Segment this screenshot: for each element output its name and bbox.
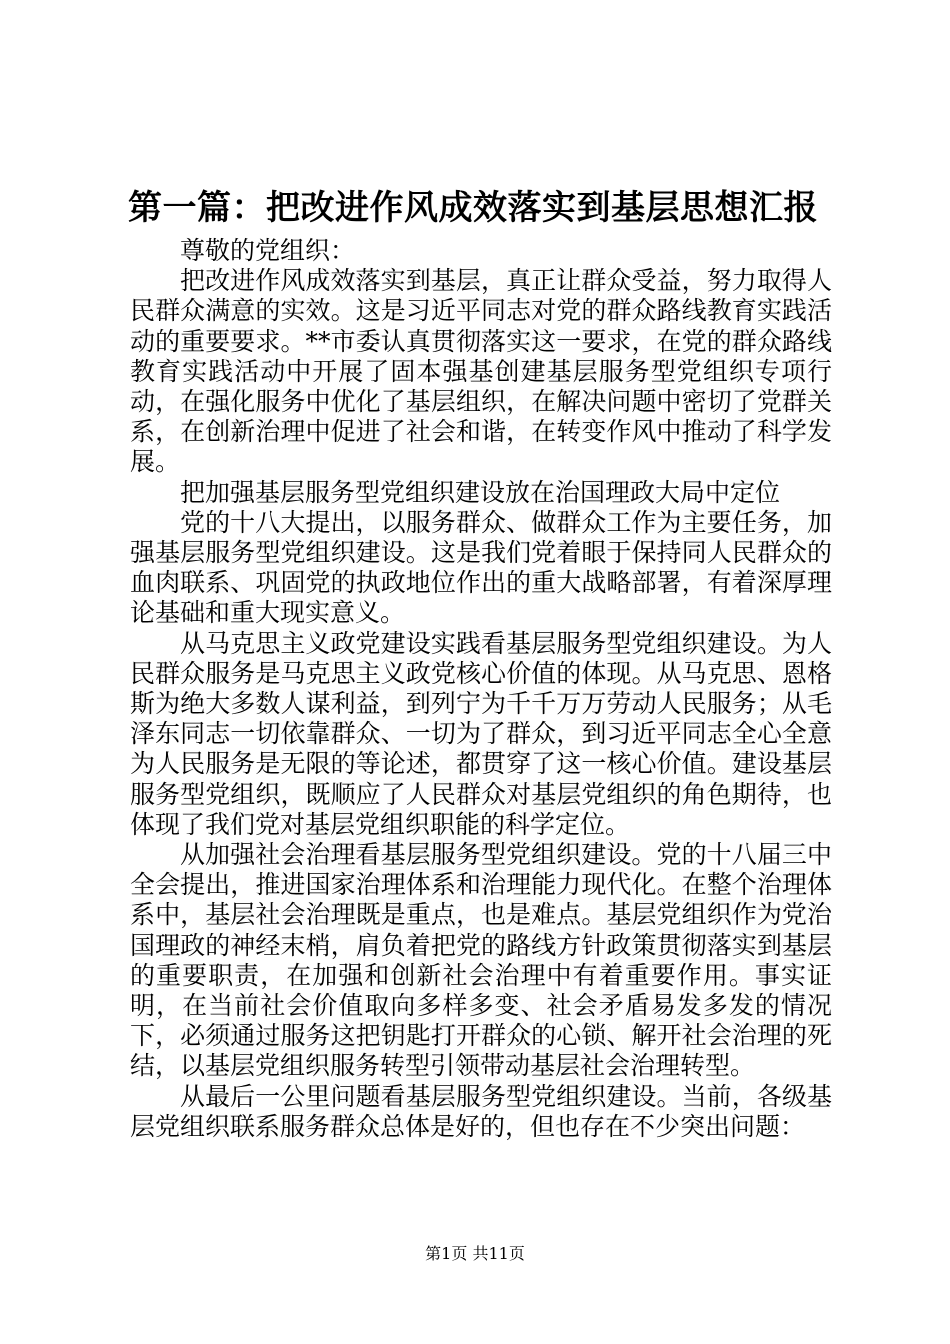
paragraph: 从马克思主义政党建设实践看基层服务型党组织建设。为人民群众服务是马克思主义政党核心价值的体现。从马克思、恩格斯为绝大多数人谋利益，到列宁为千千万万劳动人民服务；从毛泽东同志一切依靠群众、一切为了群众，到习近平同志全心全意为人民服务是无限的等论述，都贯穿了这一核心价值。建设基层服务型党组织，既顺应了人民群众对基层党组织的角色期待，也体现了我们党对基层党组织职能的科学定位。: [130, 628, 832, 839]
page-footer: [0, 1244, 950, 1264]
page-number: 第1页: [425, 1244, 468, 1263]
paragraph: 从最后一公里问题看基层服务型党组织建设。当前，各级基层党组织联系服务群众总体是好的，但也存在不少突出问题：: [130, 1081, 832, 1141]
paragraph: 党的十八大提出，以服务群众、做群众工作为主要任务，加强基层服务型党组织建设。这是我们党着眼于保持同人民群众的血肉联系、巩固党的执政地位作出的重大战略部署，有着深厚理论基础和重大现实意义。: [130, 507, 832, 628]
page-total: 共11页: [472, 1244, 525, 1263]
document-body: [130, 236, 832, 1142]
paragraph: 从加强社会治理看基层服务型党组织建设。党的十八届三中全会提出，推进国家治理体系和治理能力现代化。在整个治理体系中，基层社会治理既是重点，也是难点。基层党组织作为党治国理政的神经末梢，肩负着把党的路线方针政策贯彻落实到基层的重要职责，在加强和创新社会治理中有着重要作用。事实证明，在当前社会价值取向多样多变、社会矛盾易发多发的情况下，必须通过服务这把钥匙打开群众的心锁、解开社会治理的死结，以基层党组织服务转型引领带动基层社会治理转型。: [130, 840, 832, 1081]
section-heading: 把加强基层服务型党组织建设放在治国理政大局中定位: [180, 477, 781, 507]
paragraph: 把改进作风成效落实到基层，真正让群众受益，努力取得人民群众满意的实效。这是习近平同志对党的群众路线教育实践活动的重要要求。**市委认真贯彻落实这一要求，在党的群众路线教育实践活动中开展了固本强基创建基层服务型党组织专项行动，在强化服务中优化了基层组织，在解决问题中密切了党群关系，在创新治理中促进了社会和谐，在转变作风中推动了科学发展。: [130, 266, 832, 477]
document-title: 第一篇：把改进作风成效落实到基层思想汇报: [128, 188, 818, 228]
salutation: 尊敬的党组织：: [180, 236, 356, 265]
